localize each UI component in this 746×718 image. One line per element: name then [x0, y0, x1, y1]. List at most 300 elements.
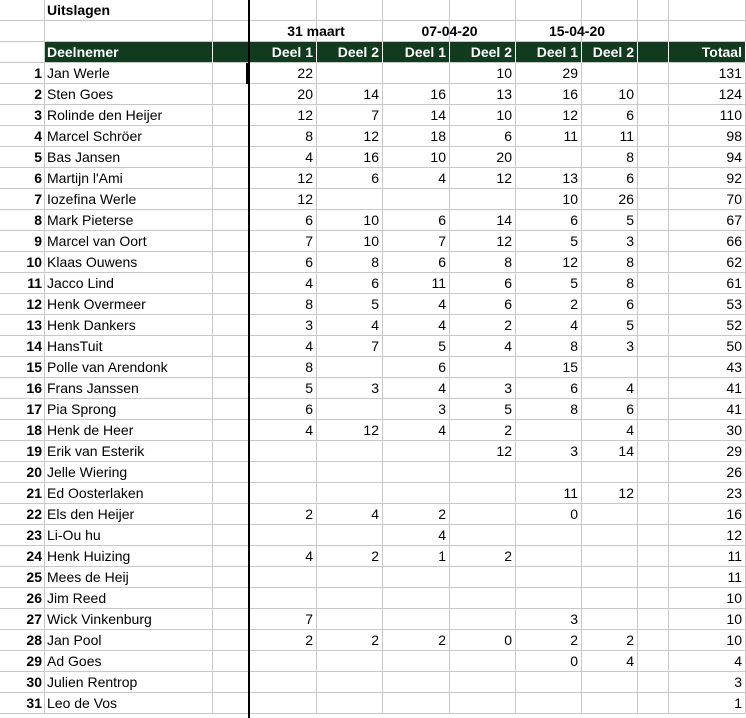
- score-cell[interactable]: [249, 525, 317, 546]
- participant-name[interactable]: Wick Vinkenburg: [45, 609, 213, 630]
- score-cell[interactable]: [317, 567, 383, 588]
- score-cell[interactable]: 10: [582, 84, 638, 105]
- total-cell[interactable]: 70: [669, 189, 746, 210]
- score-cell[interactable]: 8: [516, 399, 582, 420]
- score-cell[interactable]: 29: [516, 63, 582, 84]
- empty-cell[interactable]: [638, 105, 669, 126]
- empty-cell[interactable]: [638, 0, 669, 21]
- empty-cell[interactable]: [638, 399, 669, 420]
- score-cell[interactable]: [516, 567, 582, 588]
- total-cell[interactable]: 50: [669, 336, 746, 357]
- score-cell[interactable]: [582, 693, 638, 714]
- empty-cell[interactable]: [213, 567, 249, 588]
- empty-cell[interactable]: [213, 189, 249, 210]
- empty-cell[interactable]: [213, 462, 249, 483]
- empty-cell[interactable]: [638, 546, 669, 567]
- score-cell[interactable]: 8: [249, 294, 317, 315]
- score-cell[interactable]: 16: [516, 84, 582, 105]
- score-cell[interactable]: 3: [383, 399, 450, 420]
- score-cell[interactable]: 4: [582, 651, 638, 672]
- total-cell[interactable]: 12: [669, 525, 746, 546]
- participant-name[interactable]: Jacco Lind: [45, 273, 213, 294]
- score-cell[interactable]: [516, 462, 582, 483]
- column-header-deel[interactable]: Deel 2: [450, 42, 516, 63]
- row-number[interactable]: 4: [0, 126, 45, 147]
- empty-cell[interactable]: [213, 609, 249, 630]
- column-header-deel[interactable]: Deel 2: [317, 42, 383, 63]
- score-cell[interactable]: 11: [516, 483, 582, 504]
- empty-cell[interactable]: [638, 483, 669, 504]
- empty-cell[interactable]: [638, 294, 669, 315]
- score-cell[interactable]: [383, 462, 450, 483]
- empty-cell[interactable]: [638, 315, 669, 336]
- score-cell[interactable]: 11: [383, 273, 450, 294]
- participant-name[interactable]: Jelle Wiering: [45, 462, 213, 483]
- score-cell[interactable]: 10: [383, 147, 450, 168]
- total-cell[interactable]: 11: [669, 567, 746, 588]
- row-number[interactable]: 16: [0, 378, 45, 399]
- score-cell[interactable]: 14: [582, 441, 638, 462]
- total-cell[interactable]: 110: [669, 105, 746, 126]
- row-number[interactable]: 17: [0, 399, 45, 420]
- row-number[interactable]: 13: [0, 315, 45, 336]
- total-cell[interactable]: 66: [669, 231, 746, 252]
- total-cell[interactable]: 53: [669, 294, 746, 315]
- empty-cell[interactable]: [638, 336, 669, 357]
- score-cell[interactable]: 4: [249, 336, 317, 357]
- empty-cell[interactable]: [213, 525, 249, 546]
- participant-name[interactable]: Klaas Ouwens: [45, 252, 213, 273]
- score-cell[interactable]: 6: [383, 357, 450, 378]
- score-cell[interactable]: [383, 567, 450, 588]
- score-cell[interactable]: 4: [317, 504, 383, 525]
- score-cell[interactable]: 5: [450, 399, 516, 420]
- score-cell[interactable]: 7: [383, 231, 450, 252]
- score-cell[interactable]: 16: [317, 147, 383, 168]
- empty-cell[interactable]: [213, 504, 249, 525]
- score-cell[interactable]: [317, 63, 383, 84]
- score-cell[interactable]: 3: [317, 378, 383, 399]
- score-cell[interactable]: [516, 546, 582, 567]
- score-cell[interactable]: [249, 693, 317, 714]
- score-cell[interactable]: [582, 672, 638, 693]
- row-number[interactable]: 5: [0, 147, 45, 168]
- score-cell[interactable]: 12: [516, 252, 582, 273]
- score-cell[interactable]: [383, 483, 450, 504]
- empty-cell[interactable]: [249, 0, 317, 21]
- score-cell[interactable]: 2: [383, 504, 450, 525]
- header-blank[interactable]: [213, 42, 249, 63]
- empty-cell[interactable]: [213, 357, 249, 378]
- participant-name[interactable]: Marcel van Oort: [45, 231, 213, 252]
- score-cell[interactable]: 2: [317, 546, 383, 567]
- score-cell[interactable]: 10: [317, 231, 383, 252]
- score-cell[interactable]: 4: [383, 525, 450, 546]
- score-cell[interactable]: 4: [317, 315, 383, 336]
- row-number[interactable]: 2: [0, 84, 45, 105]
- score-cell[interactable]: 3: [516, 609, 582, 630]
- score-cell[interactable]: 12: [249, 168, 317, 189]
- empty-cell[interactable]: [669, 0, 746, 21]
- row-number[interactable]: [0, 0, 45, 21]
- score-cell[interactable]: 5: [317, 294, 383, 315]
- score-cell[interactable]: [582, 63, 638, 84]
- score-cell[interactable]: 5: [582, 210, 638, 231]
- score-cell[interactable]: [450, 525, 516, 546]
- score-cell[interactable]: [450, 357, 516, 378]
- total-cell[interactable]: 41: [669, 399, 746, 420]
- row-number[interactable]: 24: [0, 546, 45, 567]
- participant-name[interactable]: Sten Goes: [45, 84, 213, 105]
- empty-cell[interactable]: [582, 0, 638, 21]
- score-cell[interactable]: [249, 462, 317, 483]
- empty-cell[interactable]: [638, 273, 669, 294]
- score-cell[interactable]: 6: [582, 399, 638, 420]
- score-cell[interactable]: 6: [582, 105, 638, 126]
- score-cell[interactable]: 16: [383, 84, 450, 105]
- score-cell[interactable]: 7: [249, 609, 317, 630]
- row-number[interactable]: 12: [0, 294, 45, 315]
- score-cell[interactable]: 13: [516, 168, 582, 189]
- column-header-deel[interactable]: Deel 1: [249, 42, 317, 63]
- score-cell[interactable]: 4: [383, 315, 450, 336]
- participant-name[interactable]: Marcel Schröer: [45, 126, 213, 147]
- score-cell[interactable]: [317, 588, 383, 609]
- score-cell[interactable]: [383, 63, 450, 84]
- score-cell[interactable]: 5: [249, 378, 317, 399]
- row-number[interactable]: 31: [0, 693, 45, 714]
- empty-cell[interactable]: [638, 462, 669, 483]
- empty-cell[interactable]: [213, 63, 249, 84]
- empty-cell[interactable]: [669, 21, 746, 42]
- empty-cell[interactable]: [638, 609, 669, 630]
- participant-name[interactable]: Jim Reed: [45, 588, 213, 609]
- score-cell[interactable]: [317, 441, 383, 462]
- column-header-totaal[interactable]: Totaal: [669, 42, 746, 63]
- score-cell[interactable]: [450, 462, 516, 483]
- score-cell[interactable]: 20: [450, 147, 516, 168]
- score-cell[interactable]: 12: [516, 105, 582, 126]
- score-cell[interactable]: 2: [249, 630, 317, 651]
- score-cell[interactable]: 4: [249, 546, 317, 567]
- score-cell[interactable]: [383, 189, 450, 210]
- empty-cell[interactable]: [638, 147, 669, 168]
- score-cell[interactable]: 8: [516, 336, 582, 357]
- total-cell[interactable]: 16: [669, 504, 746, 525]
- empty-cell[interactable]: [213, 441, 249, 462]
- score-cell[interactable]: 10: [450, 105, 516, 126]
- empty-cell[interactable]: [638, 126, 669, 147]
- score-cell[interactable]: [450, 588, 516, 609]
- empty-cell[interactable]: [638, 420, 669, 441]
- header-blank[interactable]: [638, 42, 669, 63]
- score-cell[interactable]: [317, 357, 383, 378]
- row-number[interactable]: 7: [0, 189, 45, 210]
- score-cell[interactable]: 3: [582, 336, 638, 357]
- column-header-deel[interactable]: Deel 2: [582, 42, 638, 63]
- participant-name[interactable]: Ed Oosterlaken: [45, 483, 213, 504]
- empty-cell[interactable]: [450, 0, 516, 21]
- row-number[interactable]: 25: [0, 567, 45, 588]
- score-cell[interactable]: [383, 441, 450, 462]
- row-number[interactable]: 14: [0, 336, 45, 357]
- score-cell[interactable]: 12: [450, 441, 516, 462]
- score-cell[interactable]: 26: [582, 189, 638, 210]
- score-cell[interactable]: [249, 588, 317, 609]
- score-cell[interactable]: 5: [516, 273, 582, 294]
- score-cell[interactable]: 18: [383, 126, 450, 147]
- empty-cell[interactable]: [638, 588, 669, 609]
- score-cell[interactable]: 4: [383, 294, 450, 315]
- score-cell[interactable]: [317, 399, 383, 420]
- score-cell[interactable]: 1: [383, 546, 450, 567]
- score-cell[interactable]: [516, 525, 582, 546]
- score-cell[interactable]: [383, 588, 450, 609]
- row-number[interactable]: 8: [0, 210, 45, 231]
- score-cell[interactable]: 6: [450, 273, 516, 294]
- empty-cell[interactable]: [638, 441, 669, 462]
- score-cell[interactable]: [249, 567, 317, 588]
- score-cell[interactable]: [582, 525, 638, 546]
- empty-cell[interactable]: [638, 357, 669, 378]
- score-cell[interactable]: 12: [450, 231, 516, 252]
- score-cell[interactable]: 20: [249, 84, 317, 105]
- row-number[interactable]: 11: [0, 273, 45, 294]
- score-cell[interactable]: 0: [450, 630, 516, 651]
- score-cell[interactable]: 3: [249, 315, 317, 336]
- participant-name[interactable]: Li-Ou hu: [45, 525, 213, 546]
- score-cell[interactable]: [317, 483, 383, 504]
- row-number[interactable]: [0, 21, 45, 42]
- score-cell[interactable]: 8: [317, 252, 383, 273]
- score-cell[interactable]: 12: [317, 126, 383, 147]
- score-cell[interactable]: [582, 357, 638, 378]
- row-number[interactable]: 20: [0, 462, 45, 483]
- empty-cell[interactable]: [213, 399, 249, 420]
- score-cell[interactable]: [249, 672, 317, 693]
- participant-name[interactable]: Erik van Esterik: [45, 441, 213, 462]
- empty-cell[interactable]: [213, 252, 249, 273]
- score-cell[interactable]: [317, 462, 383, 483]
- total-cell[interactable]: 3: [669, 672, 746, 693]
- empty-cell[interactable]: [213, 147, 249, 168]
- score-cell[interactable]: 3: [516, 441, 582, 462]
- score-cell[interactable]: 8: [582, 273, 638, 294]
- empty-cell[interactable]: [213, 105, 249, 126]
- column-header-deelnemer[interactable]: Deelnemer: [45, 42, 213, 63]
- score-cell[interactable]: [450, 672, 516, 693]
- participant-name[interactable]: Iozefina Werle: [45, 189, 213, 210]
- score-cell[interactable]: [317, 651, 383, 672]
- empty-cell[interactable]: [213, 420, 249, 441]
- column-header-deel[interactable]: Deel 1: [516, 42, 582, 63]
- score-cell[interactable]: 2: [450, 420, 516, 441]
- participant-name[interactable]: Martijn l'Ami: [45, 168, 213, 189]
- empty-cell[interactable]: [213, 630, 249, 651]
- total-cell[interactable]: 43: [669, 357, 746, 378]
- participant-name[interactable]: Pia Sprong: [45, 399, 213, 420]
- score-cell[interactable]: [516, 420, 582, 441]
- total-cell[interactable]: 131: [669, 63, 746, 84]
- participant-name[interactable]: Jan Pool: [45, 630, 213, 651]
- score-cell[interactable]: 11: [582, 126, 638, 147]
- score-cell[interactable]: 4: [249, 273, 317, 294]
- score-cell[interactable]: 14: [383, 105, 450, 126]
- total-cell[interactable]: 1: [669, 693, 746, 714]
- participant-name[interactable]: Ad Goes: [45, 651, 213, 672]
- participant-name[interactable]: Mees de Heij: [45, 567, 213, 588]
- score-cell[interactable]: [582, 504, 638, 525]
- empty-cell[interactable]: [45, 21, 213, 42]
- score-cell[interactable]: [516, 693, 582, 714]
- score-cell[interactable]: 5: [383, 336, 450, 357]
- row-number[interactable]: 10: [0, 252, 45, 273]
- score-cell[interactable]: 8: [450, 252, 516, 273]
- score-cell[interactable]: 6: [383, 210, 450, 231]
- total-cell[interactable]: 23: [669, 483, 746, 504]
- empty-cell[interactable]: [213, 483, 249, 504]
- total-cell[interactable]: 62: [669, 252, 746, 273]
- score-cell[interactable]: 6: [450, 294, 516, 315]
- participant-name[interactable]: Henk Dankers: [45, 315, 213, 336]
- sheet-title[interactable]: Uitslagen: [45, 0, 213, 21]
- empty-cell[interactable]: [213, 21, 249, 42]
- score-cell[interactable]: 3: [450, 378, 516, 399]
- score-cell[interactable]: [317, 609, 383, 630]
- row-number[interactable]: 6: [0, 168, 45, 189]
- score-cell[interactable]: 4: [383, 378, 450, 399]
- score-cell[interactable]: [516, 147, 582, 168]
- score-cell[interactable]: 7: [317, 105, 383, 126]
- score-cell[interactable]: 6: [516, 210, 582, 231]
- total-cell[interactable]: 10: [669, 609, 746, 630]
- empty-cell[interactable]: [516, 0, 582, 21]
- score-cell[interactable]: 4: [582, 378, 638, 399]
- score-cell[interactable]: 4: [582, 420, 638, 441]
- empty-cell[interactable]: [638, 693, 669, 714]
- score-cell[interactable]: 2: [383, 630, 450, 651]
- empty-cell[interactable]: [213, 378, 249, 399]
- score-cell[interactable]: 8: [582, 252, 638, 273]
- score-cell[interactable]: [450, 693, 516, 714]
- row-number[interactable]: 30: [0, 672, 45, 693]
- participant-name[interactable]: Bas Jansen: [45, 147, 213, 168]
- score-cell[interactable]: 6: [317, 168, 383, 189]
- score-cell[interactable]: 4: [249, 147, 317, 168]
- participant-name[interactable]: Rolinde den Heijer: [45, 105, 213, 126]
- empty-cell[interactable]: [638, 21, 669, 42]
- score-cell[interactable]: [582, 462, 638, 483]
- score-cell[interactable]: 6: [516, 378, 582, 399]
- score-cell[interactable]: [450, 609, 516, 630]
- score-cell[interactable]: [317, 672, 383, 693]
- total-cell[interactable]: 124: [669, 84, 746, 105]
- total-cell[interactable]: 10: [669, 588, 746, 609]
- score-cell[interactable]: 12: [249, 105, 317, 126]
- row-number[interactable]: 19: [0, 441, 45, 462]
- score-cell[interactable]: [582, 567, 638, 588]
- empty-cell[interactable]: [213, 336, 249, 357]
- empty-cell[interactable]: [213, 231, 249, 252]
- empty-cell[interactable]: [213, 126, 249, 147]
- score-cell[interactable]: 2: [582, 630, 638, 651]
- score-cell[interactable]: [450, 189, 516, 210]
- score-cell[interactable]: 8: [249, 357, 317, 378]
- score-cell[interactable]: [450, 504, 516, 525]
- score-cell[interactable]: 7: [317, 336, 383, 357]
- score-cell[interactable]: [450, 567, 516, 588]
- empty-cell[interactable]: [638, 84, 669, 105]
- empty-cell[interactable]: [638, 63, 669, 84]
- empty-cell[interactable]: [638, 504, 669, 525]
- row-number[interactable]: 26: [0, 588, 45, 609]
- score-cell[interactable]: 7: [249, 231, 317, 252]
- participant-name[interactable]: Henk Huizing: [45, 546, 213, 567]
- empty-cell[interactable]: [213, 315, 249, 336]
- row-number[interactable]: 23: [0, 525, 45, 546]
- total-cell[interactable]: 61: [669, 273, 746, 294]
- score-cell[interactable]: 4: [450, 336, 516, 357]
- score-cell[interactable]: 14: [450, 210, 516, 231]
- score-cell[interactable]: 6: [383, 252, 450, 273]
- total-cell[interactable]: 30: [669, 420, 746, 441]
- empty-cell[interactable]: [638, 651, 669, 672]
- score-cell[interactable]: 8: [249, 126, 317, 147]
- empty-cell[interactable]: [213, 693, 249, 714]
- score-cell[interactable]: 6: [582, 294, 638, 315]
- row-number[interactable]: 21: [0, 483, 45, 504]
- score-cell[interactable]: 4: [516, 315, 582, 336]
- score-cell[interactable]: [383, 693, 450, 714]
- score-cell[interactable]: 13: [450, 84, 516, 105]
- score-cell[interactable]: 5: [516, 231, 582, 252]
- score-cell[interactable]: [383, 651, 450, 672]
- empty-cell[interactable]: [638, 567, 669, 588]
- row-number[interactable]: 18: [0, 420, 45, 441]
- total-cell[interactable]: 29: [669, 441, 746, 462]
- score-cell[interactable]: 6: [249, 210, 317, 231]
- score-cell[interactable]: [516, 672, 582, 693]
- participant-name[interactable]: HansTuit: [45, 336, 213, 357]
- total-cell[interactable]: 41: [669, 378, 746, 399]
- empty-cell[interactable]: [638, 378, 669, 399]
- participant-name[interactable]: Jan Werle: [45, 63, 213, 84]
- score-cell[interactable]: 2: [516, 294, 582, 315]
- score-cell[interactable]: [317, 693, 383, 714]
- total-cell[interactable]: 67: [669, 210, 746, 231]
- score-cell[interactable]: 6: [317, 273, 383, 294]
- score-cell[interactable]: 6: [450, 126, 516, 147]
- score-cell[interactable]: 6: [249, 399, 317, 420]
- score-cell[interactable]: 2: [450, 546, 516, 567]
- empty-cell[interactable]: [638, 231, 669, 252]
- participant-name[interactable]: Julien Rentrop: [45, 672, 213, 693]
- score-cell[interactable]: 12: [450, 168, 516, 189]
- empty-cell[interactable]: [213, 672, 249, 693]
- score-cell[interactable]: 0: [516, 651, 582, 672]
- score-cell[interactable]: 14: [317, 84, 383, 105]
- empty-cell[interactable]: [213, 546, 249, 567]
- score-cell[interactable]: [249, 483, 317, 504]
- score-cell[interactable]: [582, 588, 638, 609]
- empty-cell[interactable]: [213, 294, 249, 315]
- row-number[interactable]: [0, 42, 45, 63]
- total-cell[interactable]: 4: [669, 651, 746, 672]
- row-number[interactable]: 9: [0, 231, 45, 252]
- score-cell[interactable]: [317, 525, 383, 546]
- score-cell[interactable]: 2: [249, 504, 317, 525]
- score-cell[interactable]: 2: [516, 630, 582, 651]
